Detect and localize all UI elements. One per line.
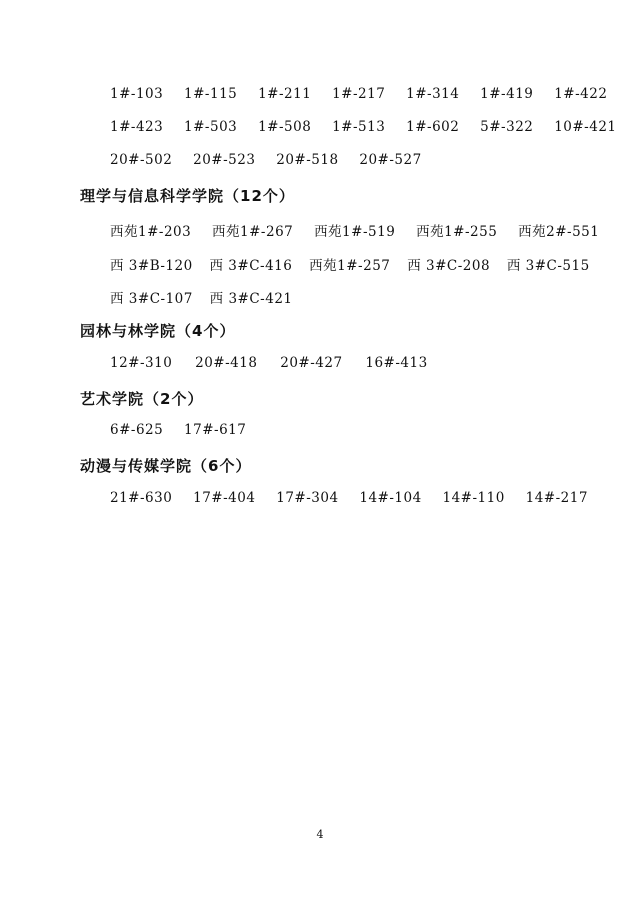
room-row bbox=[110, 86, 608, 108]
room-code: 西 3#B-120 bbox=[110, 258, 193, 274]
room-code: 西苑1#-519 bbox=[314, 224, 396, 240]
room-code: 20#-502 bbox=[110, 152, 173, 168]
room-code: 5#-322 bbox=[480, 119, 534, 135]
room-row bbox=[110, 355, 600, 377]
room-code: 21#-630 bbox=[110, 490, 173, 506]
room-row bbox=[110, 220, 600, 242]
room-row bbox=[110, 422, 600, 444]
room-code: 17#-617 bbox=[184, 422, 247, 438]
section-heading-science: 理学与信息科学学院（12个） bbox=[80, 187, 295, 205]
room-code: 西苑1#-267 bbox=[212, 224, 294, 240]
room-code: 10#-421 bbox=[554, 119, 617, 135]
room-code: 西苑1#-255 bbox=[416, 224, 498, 240]
room-code: 1#-513 bbox=[332, 119, 386, 135]
room-code: 1#-419 bbox=[480, 86, 534, 102]
section-heading-forestry: 园林与林学院（4个） bbox=[80, 322, 236, 340]
room-code: 17#-404 bbox=[193, 490, 256, 506]
room-row bbox=[110, 254, 600, 276]
room-code: 1#-508 bbox=[258, 119, 312, 135]
room-code: 14#-217 bbox=[525, 490, 588, 506]
room-code: 1#-103 bbox=[110, 86, 164, 102]
room-code: 16#-413 bbox=[365, 355, 428, 371]
room-code: 西苑1#-203 bbox=[110, 224, 192, 240]
room-code: 6#-625 bbox=[110, 422, 164, 438]
section-heading-art: 艺术学院（2个） bbox=[80, 390, 204, 408]
room-code: 20#-418 bbox=[195, 355, 258, 371]
room-code: 1#-602 bbox=[406, 119, 460, 135]
room-row bbox=[110, 119, 617, 141]
room-code: 1#-217 bbox=[332, 86, 386, 102]
room-code: 西 3#C-421 bbox=[209, 291, 293, 307]
room-code: 17#-304 bbox=[276, 490, 339, 506]
room-code: 1#-115 bbox=[184, 86, 238, 102]
room-code: 西苑2#-551 bbox=[518, 224, 600, 240]
room-code: 西 3#C-208 bbox=[407, 258, 491, 274]
room-code: 14#-110 bbox=[442, 490, 505, 506]
page-number: 4 bbox=[316, 828, 324, 841]
room-row bbox=[110, 152, 600, 174]
room-code: 西 3#C-107 bbox=[110, 291, 193, 307]
room-code: 西 3#C-515 bbox=[506, 258, 590, 274]
room-code: 20#-527 bbox=[359, 152, 422, 168]
room-row bbox=[110, 287, 600, 309]
room-code: 20#-518 bbox=[276, 152, 339, 168]
room-code: 1#-422 bbox=[554, 86, 608, 102]
room-code: 1#-423 bbox=[110, 119, 164, 135]
room-code: 西苑1#-257 bbox=[309, 258, 391, 274]
room-code: 西 3#C-416 bbox=[209, 258, 293, 274]
room-code: 12#-310 bbox=[110, 355, 173, 371]
room-code: 1#-314 bbox=[406, 86, 460, 102]
room-row bbox=[110, 490, 600, 512]
room-code: 14#-104 bbox=[359, 490, 422, 506]
section-heading-animation: 动漫与传媒学院（6个） bbox=[80, 457, 252, 475]
room-code: 20#-427 bbox=[280, 355, 343, 371]
room-code: 1#-211 bbox=[258, 86, 312, 102]
room-code: 20#-523 bbox=[193, 152, 256, 168]
room-code: 1#-503 bbox=[184, 119, 238, 135]
